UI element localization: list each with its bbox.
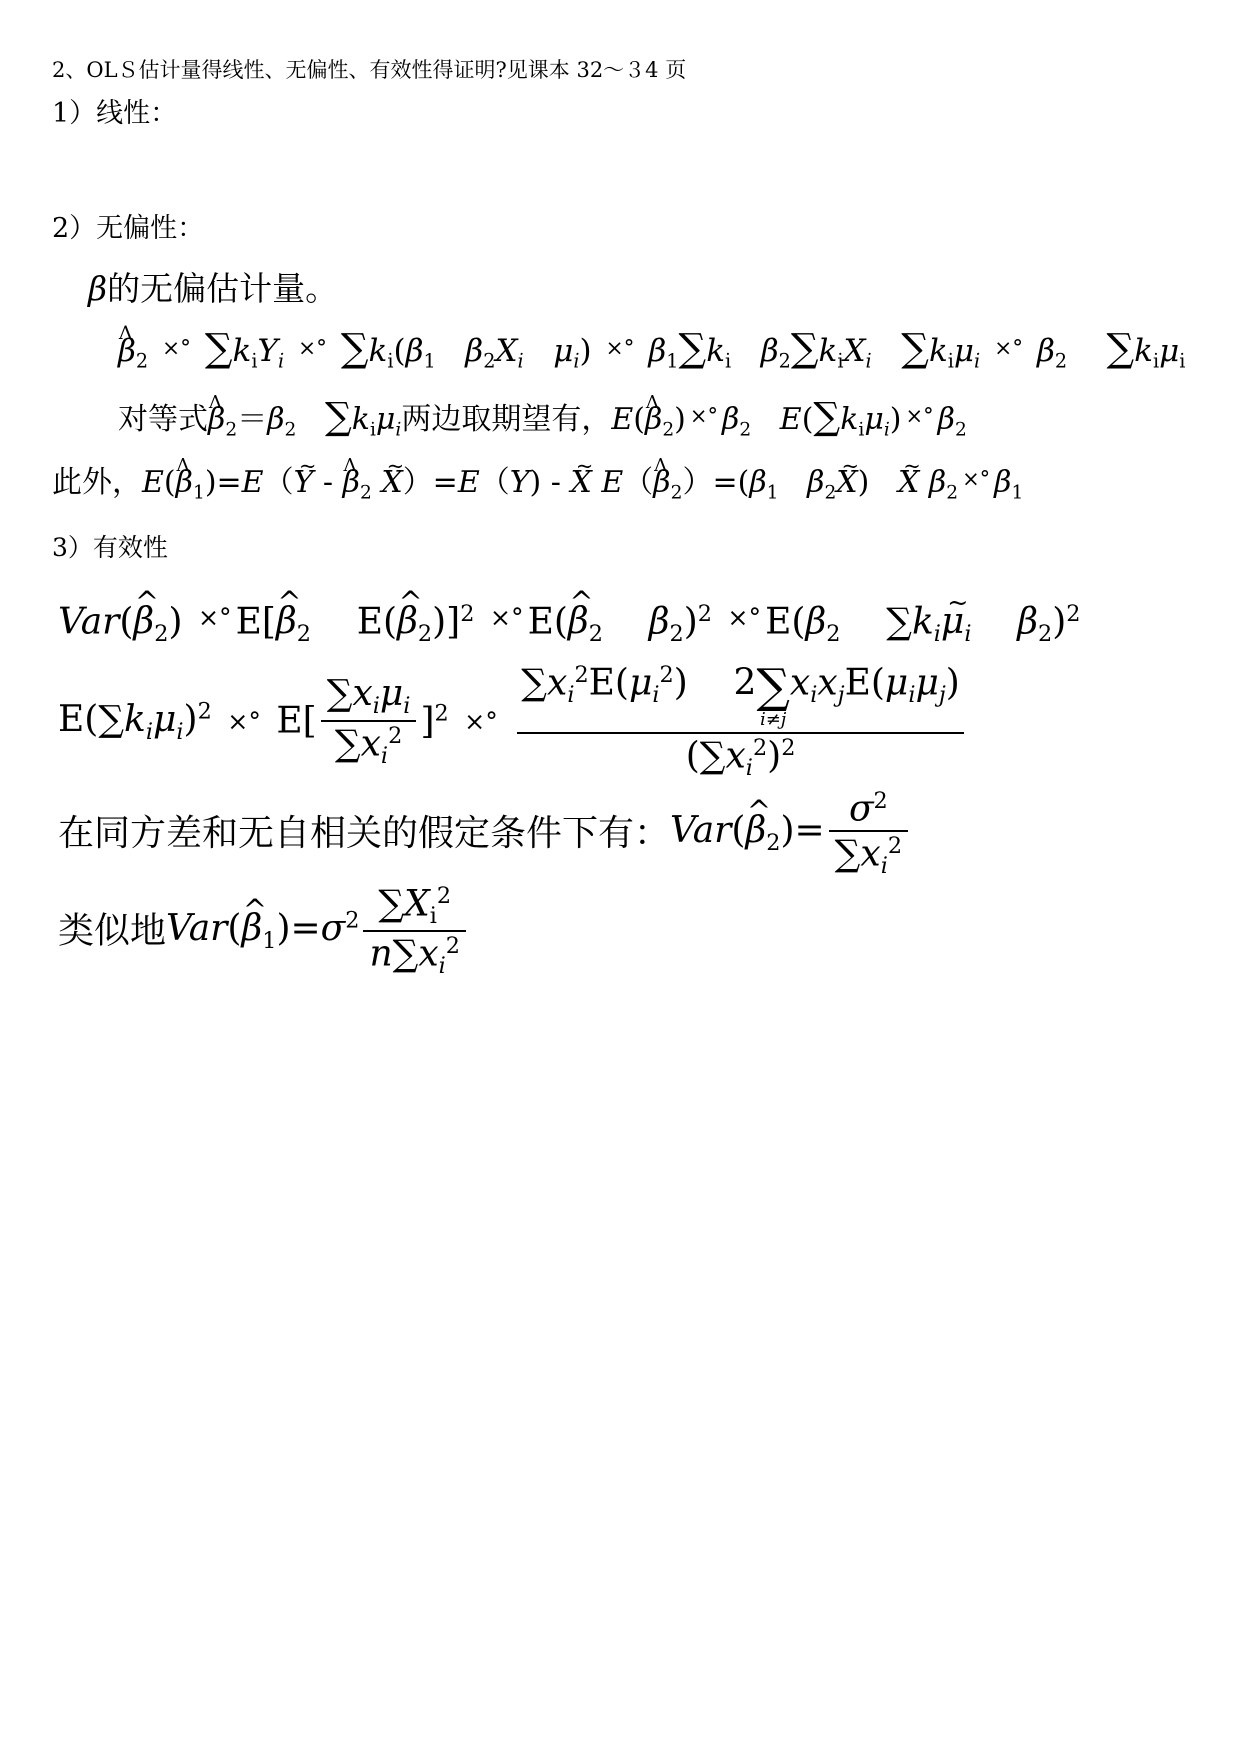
section-unbiasedness: 2）无偏性：: [52, 213, 205, 244]
equation-expectation: 对等式Λ $\beta_2=\beta_2$ $\sum k_i\mu_i$两边取期望有，E(Λ $\beta_2$) ×° $\beta_2$ $E(\sum k_i\mu_i)$ ×° $\beta_2$: [118, 398, 967, 440]
equation-beta2-expansion: Λ $\beta_2$ ×° $\sum k_iY_i$ ×° $\sum k_i(\beta_1$ $\beta_2X_i$ $\mu_i$) ×° $\beta_1\sum k_i$ $\beta_2\sum k_iX_i$ $\sum k_i\mu_i$ ×° $\beta_2$ $\sum k_i\mu_i$: [118, 330, 1185, 371]
equation-variance-expansion: $E(\sum k_i\mu_i)^2$ ×° E[ $\frac{\sum x_i\mu_i}{\sum x_i^2}$ ]$^2$ ×° $\sum x_i^2E(\mu_i^2)$ 2 ∑ i≠j $x_ix_jE(\mu_i\mu_j)$ $(\sum x_i^2)^2$: [58, 664, 968, 779]
expectation-prefix: 对等式: [118, 402, 208, 437]
besides-label: 此外，: [52, 465, 142, 500]
homoscedastic-text: 在同方差和无自相关的假定条件下有：: [58, 812, 671, 854]
unbiased-intro: [88, 269, 339, 308]
unbiased-intro-text: 的无偏估计量。: [107, 269, 339, 308]
equation-variance: Var(^ $\beta_2$) ×° E[^ $\beta_2$ E(^ $\beta_2)]^2$ ×° E(^ $\beta_2$ $\beta_2)^2$ ×° $E(\beta_2$ $\sum k_i\mu$ $\sim_i$ $\beta_2)^2$: [58, 603, 1081, 645]
equation-similarly: 类似地Var(^ $\beta_1)=\sigma^2$ $\frac{\sum X_i^2}{n\sum x_i^2}$: [58, 885, 470, 978]
expectation-middle: 两边取期望有，: [401, 402, 612, 437]
section-linearity: 1）线性：: [52, 98, 178, 129]
section-efficiency: 3）有效性: [52, 533, 168, 562]
similarly-text: 类似地: [58, 910, 167, 952]
beta-symbol: β: [88, 269, 108, 308]
equation-homoscedastic: 在同方差和无自相关的假定条件下有：Var(^ $\beta_2)=$ $\frac{\sigma^2}{\sum x_i^2}$: [58, 790, 912, 878]
equation-beta1-expectation: 此外，E(Λ $\beta_1)=E(Y$ ~ - Λ $\beta_2$ X ~）=E（Y) - X ~ E（Λ $\beta_2)=(\beta_1$ $\beta_2X$ ~) X ~ $\beta_2^{\times^\circ}$ $\beta_1$: [52, 468, 1023, 503]
heading: 2、OLＳ估计量得线性、无偏性、有效性得证明?见课本 32～３4 页: [52, 58, 687, 82]
